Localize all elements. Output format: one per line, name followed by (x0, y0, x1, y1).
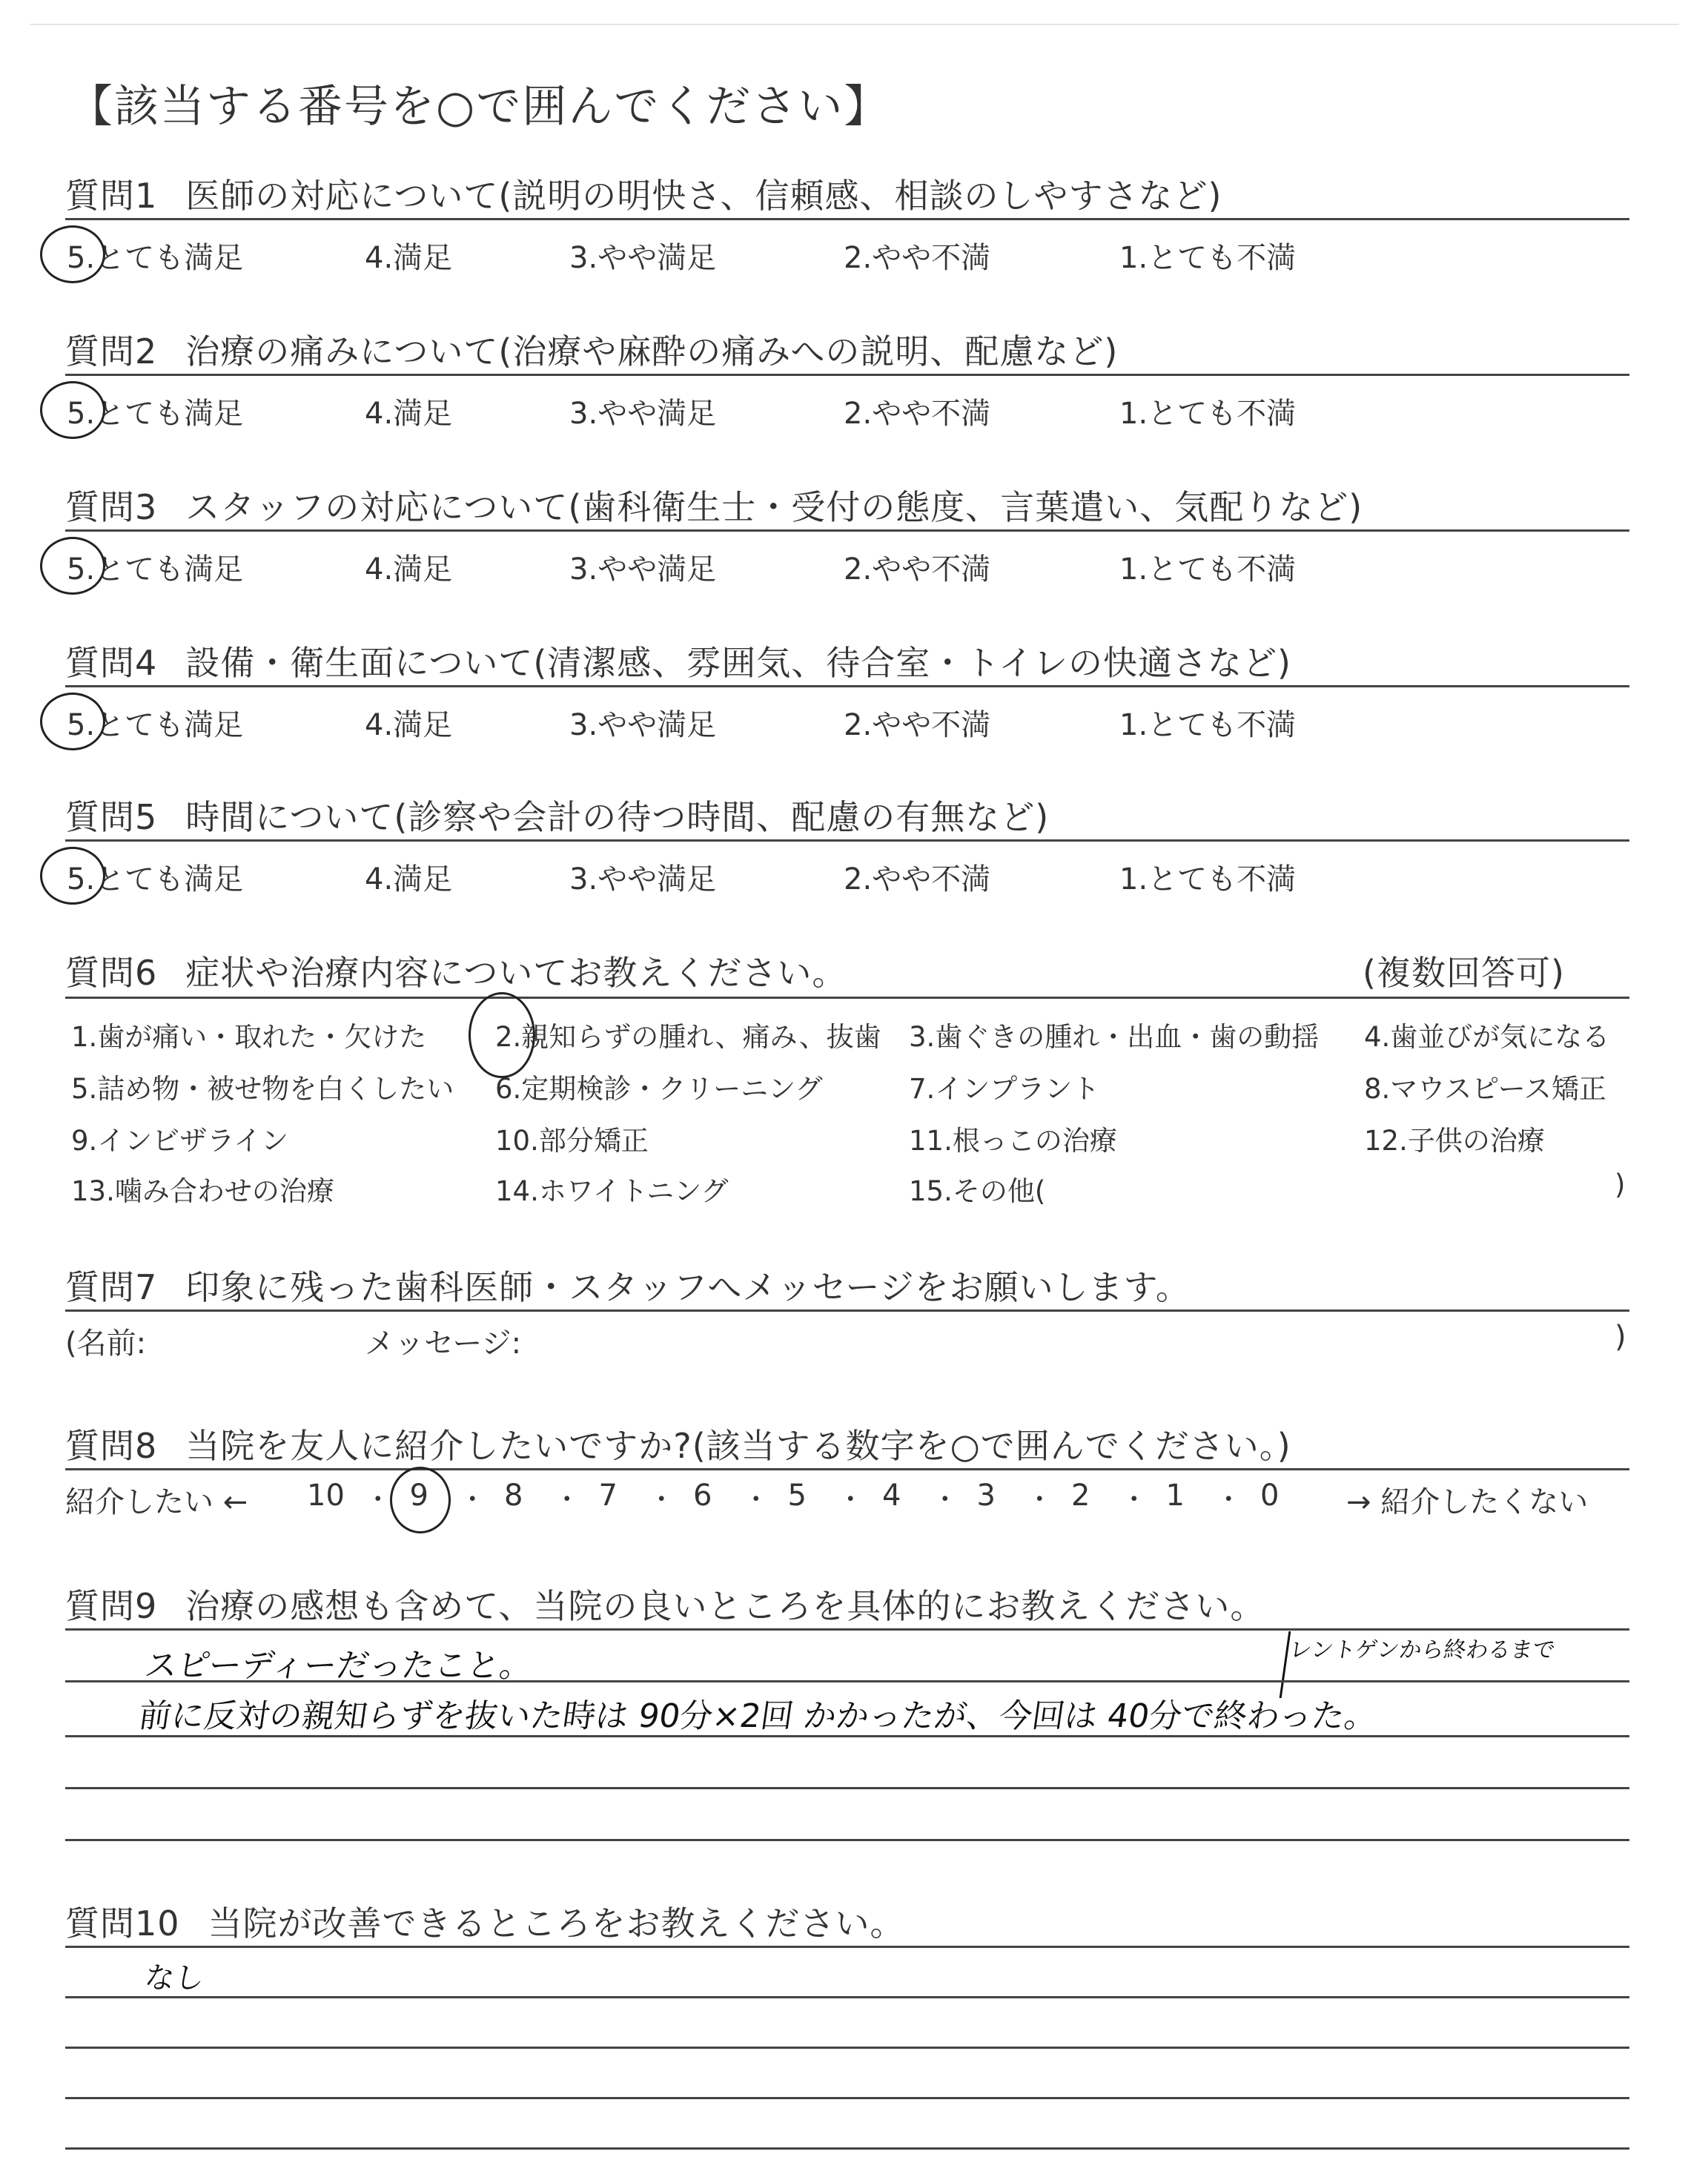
rating-option[interactable]: 3.やや満足 (569, 862, 717, 896)
question-4-heading (65, 636, 1291, 685)
question-text: 設備・衛生面について(清潔感、雰囲気、待合室・トイレの快適さなど) (185, 643, 1291, 683)
selection-circle (40, 693, 105, 750)
scale-separator: ・ (931, 1484, 959, 1515)
scale-separator: ・ (553, 1484, 580, 1515)
question-number: 質問6 (65, 953, 158, 993)
question-3-heading (65, 480, 1363, 529)
rating-option[interactable]: 1.とても不満 (1119, 708, 1297, 742)
rating-option[interactable]: 4.満足 (365, 708, 453, 742)
question-number: 質問5 (65, 797, 158, 837)
question-10-rule-4 (65, 2097, 1629, 2099)
question-text: 印象に残った歯科医師・スタッフへメッセージをお願いします。 (185, 1267, 1191, 1307)
question-9-rule-1 (65, 1628, 1629, 1631)
scale-number[interactable]: 9 (409, 1479, 428, 1513)
question-10-rule-1 (65, 1946, 1629, 1948)
top-edge-line (30, 24, 1679, 25)
handwritten-answer-line-1: スピーディーだったこと。 (142, 1647, 535, 1685)
question-9-rule-5 (65, 1839, 1629, 1841)
rating-option[interactable]: 5.とても満足 (67, 862, 244, 896)
scale-number[interactable]: 0 (1260, 1479, 1280, 1513)
symptom-option[interactable]: 4.歯並びが気になる (1364, 1021, 1610, 1053)
page-title: 【該当する番号を○で囲んでください】 (68, 81, 890, 133)
rating-option[interactable]: 5.とても満足 (67, 708, 244, 742)
rating-option[interactable]: 2.やや不満 (844, 552, 991, 587)
symptom-option[interactable]: ) (1615, 1169, 1626, 1200)
rating-option[interactable]: 5.とても満足 (67, 241, 244, 275)
selection-circle (40, 537, 105, 595)
symptom-option[interactable]: 5.詰め物・被せ物を白くしたい (71, 1073, 454, 1105)
rating-option[interactable]: 1.とても不満 (1119, 552, 1297, 587)
question-2-heading (65, 325, 1118, 374)
rating-option[interactable]: 2.やや不満 (844, 241, 991, 275)
symptom-option[interactable]: 12.子供の治療 (1364, 1125, 1545, 1157)
scale-separator: ・ (1120, 1484, 1148, 1515)
rating-option[interactable]: 5.とても満足 (67, 552, 244, 587)
rating-option[interactable]: 2.やや不満 (844, 397, 991, 431)
rating-option[interactable]: 4.満足 (365, 862, 453, 896)
question-5-heading (65, 790, 1049, 839)
scale-number[interactable]: 4 (882, 1479, 901, 1513)
question-7-heading (65, 1261, 1191, 1309)
question-9-heading (65, 1579, 1265, 1628)
selection-circle (390, 1467, 451, 1533)
question-text: 当院を友人に紹介したいですか?(該当する数字を○で囲んでください。) (185, 1426, 1291, 1466)
rating-option[interactable]: 5.とても満足 (67, 397, 244, 431)
symptom-option[interactable]: 1.歯が痛い・取れた・欠けた (71, 1021, 427, 1053)
handwritten-answer-line-2: 前に反対の親知らずを抜いた時は 90分×2回 かかったが、今回は 40分で終わった。 (136, 1697, 1380, 1735)
question-8-rule (65, 1468, 1629, 1470)
question-text: 時間について(診察や会計の待つ時間、配慮の有無など) (185, 797, 1050, 837)
rating-option[interactable]: 2.やや不満 (844, 708, 991, 742)
question-text: 治療の痛みについて(治療や麻酔の痛みへの説明、配慮など) (185, 331, 1119, 371)
scale-number[interactable]: 5 (787, 1479, 807, 1513)
question-text: 当院が改善できるところをお教えください。 (208, 1903, 905, 1943)
question-number: 質問4 (65, 643, 158, 683)
handwritten-answer: なし (142, 1961, 207, 1995)
closing-paren: ) (1615, 1320, 1626, 1354)
symptom-option[interactable]: 11.根っこの治療 (909, 1125, 1117, 1157)
question-5-rule (65, 839, 1629, 842)
rating-option[interactable]: 4.満足 (365, 241, 453, 275)
rating-option[interactable]: 3.やや満足 (569, 552, 717, 587)
rating-option[interactable]: 1.とても不満 (1119, 397, 1297, 431)
multi-answer-note: (複数回答可) (1363, 953, 1565, 993)
rating-option[interactable]: 3.やや満足 (569, 241, 717, 275)
scale-separator: ・ (1215, 1484, 1242, 1515)
question-number: 質問8 (65, 1426, 158, 1466)
symptom-option[interactable]: 14.ホワイトニング (495, 1175, 729, 1207)
question-10-rule-3 (65, 2047, 1629, 2049)
rating-option[interactable]: 2.やや不満 (844, 862, 991, 896)
handwritten-insert-note: レントゲンから終わるまで (1288, 1637, 1558, 1663)
question-text: 症状や治療内容についてお教えください。 (185, 953, 847, 993)
question-1-heading (65, 169, 1222, 218)
insert-caret (1280, 1631, 1291, 1698)
symptom-option[interactable]: 3.歯ぐきの腫れ・出血・歯の動揺 (909, 1021, 1320, 1053)
question-9-rule-3 (65, 1735, 1629, 1737)
selection-circle (40, 225, 105, 283)
symptom-option[interactable]: 15.その他( (909, 1175, 1046, 1207)
question-text: スタッフの対応について(歯科衛生士・受付の態度、言葉遣い、気配りなど) (185, 487, 1363, 527)
scale-number[interactable]: 6 (693, 1479, 712, 1513)
scale-number[interactable]: 10 (307, 1479, 345, 1513)
scale-number[interactable]: 8 (504, 1479, 523, 1513)
symptom-option[interactable]: 2.親知らずの腫れ、痛み、抜歯 (495, 1021, 881, 1053)
question-4-rule (65, 685, 1629, 687)
selection-circle (40, 847, 105, 905)
question-6-rule (65, 997, 1629, 999)
question-10-rule-5 (65, 2147, 1629, 2150)
question-number: 質問1 (65, 176, 158, 216)
rating-option[interactable]: 1.とても不満 (1119, 862, 1297, 896)
question-number: 質問2 (65, 331, 158, 371)
scale-number[interactable]: 3 (976, 1479, 996, 1513)
question-number: 質問3 (65, 487, 158, 527)
rating-option[interactable]: 3.やや満足 (569, 708, 717, 742)
question-1-rule (65, 218, 1629, 220)
rating-option[interactable]: 4.満足 (365, 397, 453, 431)
question-9-rule-4 (65, 1787, 1629, 1789)
question-8-heading (65, 1419, 1291, 1468)
question-2-rule (65, 374, 1629, 376)
scale-separator: ・ (837, 1484, 864, 1515)
not-recommend-label: → 紹介したくない (1346, 1485, 1589, 1519)
selection-circle (40, 381, 105, 439)
rating-option[interactable]: 4.満足 (365, 552, 453, 587)
question-number: 質問7 (65, 1267, 158, 1307)
question-number: 質問10 (65, 1903, 180, 1943)
question-10-heading (65, 1897, 905, 1946)
question-text: 治療の感想も含めて、当院の良いところを具体的にお教えください。 (185, 1586, 1265, 1626)
symptom-option[interactable]: 9.インビザライン (71, 1125, 289, 1157)
symptom-option[interactable]: 6.定期検診・クリーニング (495, 1073, 823, 1105)
symptom-option[interactable]: 13.噛み合わせの治療 (71, 1175, 334, 1207)
symptom-option[interactable]: 8.マウスピース矯正 (1364, 1073, 1606, 1105)
symptom-option[interactable]: 10.部分矯正 (495, 1125, 649, 1157)
rating-option[interactable]: 3.やや満足 (569, 397, 717, 431)
symptom-option[interactable]: 7.インプラント (909, 1073, 1100, 1105)
name-label: (名前: (65, 1327, 147, 1361)
message-label: メッセージ: (365, 1327, 522, 1361)
scale-separator: ・ (459, 1484, 486, 1515)
rating-option[interactable]: 1.とても不満 (1119, 241, 1297, 275)
scale-separator: ・ (648, 1484, 675, 1515)
scale-separator: ・ (742, 1484, 769, 1515)
scale-separator: ・ (364, 1484, 391, 1515)
question-number: 質問9 (65, 1586, 158, 1626)
question-10-rule-2 (65, 1996, 1629, 1998)
question-3-rule (65, 529, 1629, 532)
scale-separator: ・ (1026, 1484, 1053, 1515)
scale-number[interactable]: 2 (1071, 1479, 1090, 1513)
recommend-label: 紹介したい ← (65, 1485, 248, 1519)
scale-number[interactable]: 1 (1165, 1479, 1185, 1513)
scale-number[interactable]: 7 (598, 1479, 618, 1513)
selection-circle (469, 992, 535, 1078)
question-text: 医師の対応について(説明の明快さ、信頼感、相談のしやすさなど) (185, 176, 1222, 216)
question-6-heading (65, 946, 847, 995)
question-9-rule-2 (65, 1680, 1629, 1682)
question-7-rule (65, 1309, 1629, 1312)
